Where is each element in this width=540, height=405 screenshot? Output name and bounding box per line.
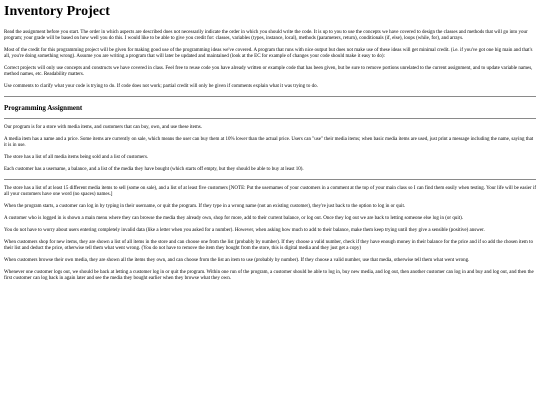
assignment-paragraph: A media item has a name and a price. Some items are currently on sale, which means the user can buy them at 10% lower than the actual price. Users can "use" their media items; when basic media items are used, just print a message including the name, saying that it is in use. — [4, 137, 534, 148]
assignment-paragraph: Each customer has a username, a balance, and a list of the media they have bought (which starts off empty, but they should be able to buy at least 10). — [4, 167, 304, 172]
assignment-paragraph: When customers browse their own media, they are shown all the items they own, and can choose from the list an item to use (probably by number). If they choose a valid number, use that media, otherwise tell them what went wrong. — [4, 258, 470, 263]
intro-paragraph: Read the assignment before you start. The order in which aspects are described does not necessarily indicate the order in which you should write the code. It is up to you to use the concepts we have covered to design the classes and methods that will go into your program; your grade will be based on how well you do this. I would like to be able to give you credit for: classes, variables (types, instance, local), methods (parameters, return), conditionals (if, else), loops (while, for), and arrays. — [4, 30, 528, 41]
assignment-paragraph: When the program starts, a customer can log in by typing in their username, or quit the program. If they type in a wrong name (not an existing customer), they're just back to the option to log in or quit. — [4, 204, 406, 209]
intro-section — [4, 30, 536, 90]
intro-paragraph: Correct projects will only use concepts and constructs we have covered in class. Feel free to reuse code you have already written or example code that has been given, but be sure to remove portions unrelated to the current assignment, and to update variable names, method names, etc. Readability matters. — [4, 66, 533, 77]
assignment-paragraph: A customer who is logged in is shown a main menu where they can browse the media they already own, shop for more, add to their current balance, or log out. Once they log out we are back to letting someone else log in (or quit). — [4, 216, 464, 221]
assignment-paragraph: When customers shop for new items, they are shown a list of all items in the store and can choose one from the list (probably by number). If they choose a valid number, check if they have enough money in their balance for the price and if so add the chosen item to their list and deduct the price, otherwise tell them what went wrong. (You do not have to remove the item they bought from the store, this is digital media and they just get a copy) — [4, 240, 533, 251]
page-title: Inventory Project — [4, 4, 110, 19]
intro-paragraph: Use comments to clarify what your code is trying to do. If code does not work; partial credit will only be given if comments explain what it was trying to do. — [4, 84, 318, 89]
assignment-paragraph: Whenever one customer logs out, we should be back at letting a customer log in or quit the program. Within one run of the program, a customer should be able to log in, buy new media, and log out, then another customer can log in and buy and log out, and then the first customer can log back in again later and see the media they bought earlier when they browse what they own. — [4, 270, 534, 281]
divider — [4, 96, 536, 97]
section-heading: Programming Assignment — [4, 104, 83, 112]
intro-paragraph: Most of the credit for this programming project will be given for making good use of the programming ideas we've covered. A program that runs with nice output but does not make use of these ideas will get minimal credit. (i.e. if you've got one big main and that's all, you're doing something wrong). Assume you are writing a program that will later be updated and maintained (look at the EC for example of changes your code should make it easy to do): — [4, 48, 533, 59]
assignment-paragraph: Our program is for a store with media items, and customers that can buy, own, and use these items. — [4, 125, 202, 130]
assignment-paragraph: The store has a list of at least 15 different media items to sell (some on sale), and a list of at least five customers [NOTE: Put the usernames of your customers in a comment at the top of your main class so I can find them easily when testing. Your life will be easier if all your customers have one word (no spaces) names.] — [4, 186, 536, 197]
assignment-paragraph: The store has a list of all media items being sold and a list of customers. — [4, 155, 149, 160]
divider — [4, 179, 536, 180]
assignment-paragraph: You do not have to worry about users entering completely invalid data (like a letter when you asked for a number). However, when asking how much to add to their balance, make them keep trying until they give a sensible (positive) answer. — [4, 228, 485, 233]
divider — [4, 118, 536, 119]
assignment-section-a — [4, 125, 536, 173]
assignment-section-b — [4, 186, 536, 282]
